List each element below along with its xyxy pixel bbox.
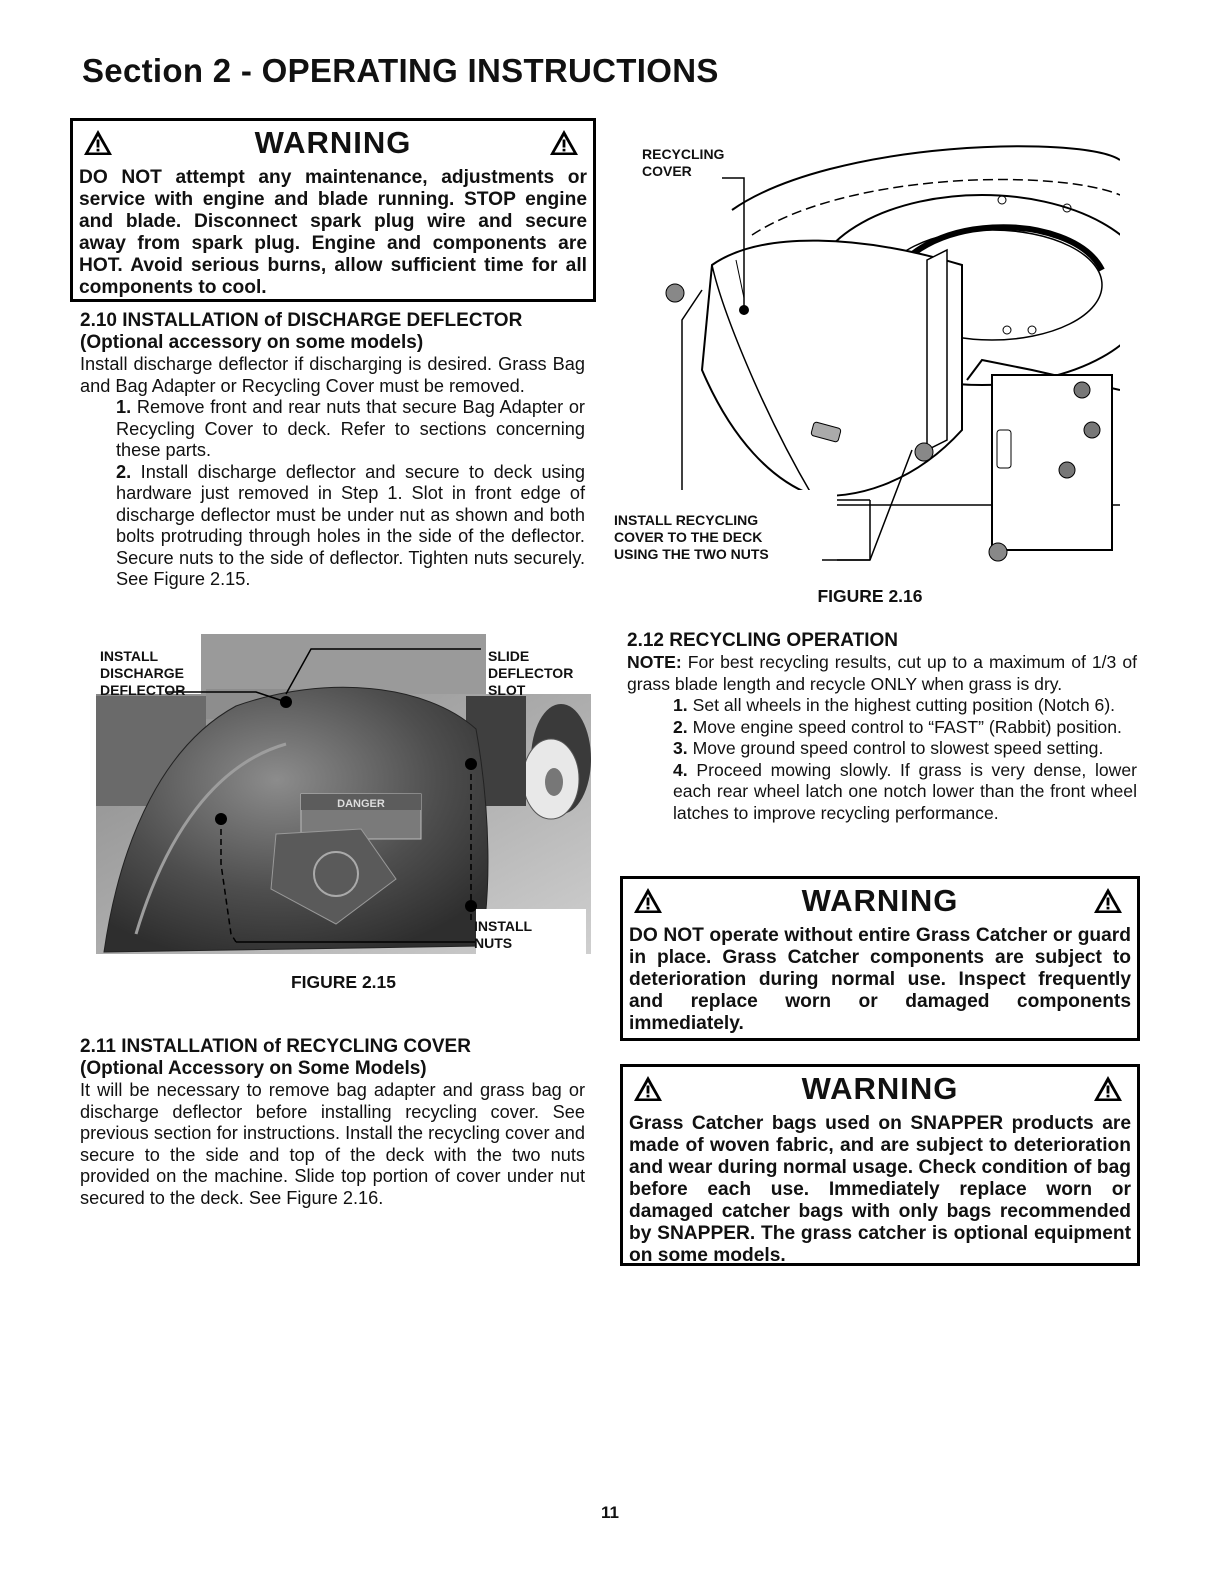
figure-caption: FIGURE 2.16: [817, 586, 923, 606]
figure-label-install-deflector: INSTALL DISCHARGE DEFLECTOR: [100, 648, 186, 698]
warning-text: DO NOT attempt any maintenance, adjustments or service with engine and blade running. STOP engine and blade. Disconnect spark plug wire and secure away from spark plug. Engine and components are HOT. Avoid serious burns, allow sufficient time for all components to cool.: [79, 167, 587, 298]
warning-header: [623, 879, 1137, 925]
section-subheading: (Optional Accessory on Some Models): [80, 1058, 427, 1079]
section-heading: 2.12 RECYCLING OPERATION: [627, 630, 898, 651]
figure-label-install-nuts: INSTALL NUTS: [474, 918, 533, 951]
warning-text: DO NOT operate without entire Grass Catcher or guard in place. Grass Catcher components are subject to deterioration during normal use. Inspect frequently and replace worn or damaged components immediately.: [629, 925, 1131, 1034]
page-number: 11: [601, 1503, 619, 1522]
warning-box-maintenance: [70, 118, 596, 302]
section-heading: 2.11 INSTALLATION of RECYCLING COVER: [80, 1036, 471, 1057]
svg-text:DANGER: DANGER: [337, 798, 385, 810]
warning-title: WARNING: [254, 125, 412, 160]
section-2-11: [80, 1036, 585, 1209]
figure-label-slide-slot: SLIDE DEFLECTOR SLOT: [488, 648, 574, 698]
warning-title: WARNING: [801, 883, 959, 918]
section-2-10: [80, 310, 585, 591]
figure-2-16: [612, 140, 1120, 580]
warning-triangle-icon: [549, 129, 579, 156]
section-note: NOTE: For best recycling results, cut up to a maximum of 1/3 of grass blade length and recycle ONLY when grass is dry.: [627, 652, 1137, 694]
step-item: 4. Proceed mowing slowly. If grass is very dense, lower each rear wheel latch one notch lower than the front wheel latches to improve recycling performance.: [673, 759, 1138, 823]
figure-label-install-recycling: INSTALL RECYCLING COVER TO THE DECK USING THE TWO NUTS: [614, 512, 769, 562]
warning-box-catcher-bags: [620, 1064, 1140, 1266]
step-item: 2. Move engine speed control to “FAST” (Rabbit) position.: [673, 716, 1122, 737]
warning-header: [73, 121, 593, 167]
page-title: Section 2 - OPERATING INSTRUCTIONS: [82, 52, 719, 89]
warning-title: WARNING: [801, 1071, 959, 1106]
warning-text: Grass Catcher bags used on SNAPPER products are made of woven fabric, and are subject to deterioration and wear during normal usage. Check condition of bag before each use. Immediately replace worn or damaged catcher bags with only bags recommended by SNAPPER. The grass catcher is optional equipment on some models.: [629, 1113, 1131, 1266]
step-item: 3. Move ground speed control to slowest speed setting.: [673, 738, 1104, 758]
section-heading: 2.10 INSTALLATION of DISCHARGE DEFLECTOR: [80, 310, 523, 331]
step-item: 2. Install discharge deflector and secure to deck using hardware just removed in Step 1. Slot in front edge of discharge deflector must be under nut as shown and both bolts protruding through holes in the side of the deflector. Secure nuts to the side of deflector. Tighten nuts securely. See Figure 2.15.: [116, 461, 585, 589]
figure-caption: FIGURE 2.15: [290, 972, 397, 992]
warning-triangle-icon: [1093, 887, 1123, 914]
step-item: 1. Set all wheels in the highest cutting position (Notch 6).: [673, 695, 1116, 715]
warning-box-grass-catcher-guard: [620, 876, 1140, 1041]
step-item: 1. Remove front and rear nuts that secure Bag Adapter or Recycling Cover to deck. Refer to sections concerning these parts.: [116, 397, 585, 460]
warning-triangle-icon: [1093, 1075, 1123, 1102]
figure-2-15: [96, 634, 591, 974]
section-subheading: (Optional accessory on some models): [80, 332, 424, 353]
section-text: It will be necessary to remove bag adapter and grass bag or discharge deflector before installing recycling cover. See previous section for instructions. Install the recycling cover and secure to the side and top of the deck with the two nuts provided on the machine. Slide top portion of cover under nut secured to the deck. See Figure 2.16.: [80, 1080, 585, 1208]
section-intro: Install discharge deflector if discharging is desired. Grass Bag and Bag Adapter or Recycling Cover must be removed.: [80, 354, 585, 396]
figure-label-recycling-cover: RECYCLING COVER: [642, 146, 725, 179]
section-2-12: [627, 630, 1137, 824]
warning-header: [623, 1067, 1137, 1113]
